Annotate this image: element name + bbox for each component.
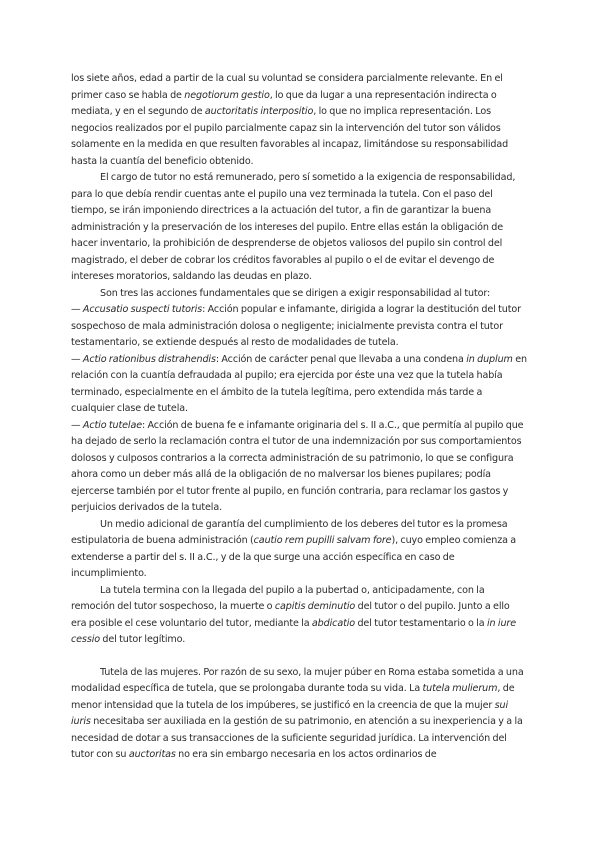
- document-page: [71, 71, 527, 764]
- latin-term: Accusatio suspecti tutoris: [82, 304, 203, 315]
- text-run: Tutela de las mujeres. Por razón de su sexo, la mujer púber en Roma estaba sometida a una modalidad específica de tutela, que se prolongaba durante toda su vida. La: [71, 666, 524, 694]
- section-gap: [71, 649, 527, 665]
- text-run: Son tres las acciones fundamentales que se dirigen a exigir responsabilidad al tutor:: [100, 287, 491, 299]
- paragraph-capacity: [71, 71, 527, 170]
- paragraph-tutela-mulierum: [71, 665, 527, 764]
- latin-term: in duplum: [466, 353, 513, 365]
- text-run: Un medio adicional de garantía del cumplimiento de los deberes del tutor es la promesa estipulatoria de buena administración (: [71, 518, 508, 546]
- latin-term: tutela mulierum: [422, 683, 498, 694]
- latin-term: auctoritas: [128, 749, 176, 760]
- text-run: —: [71, 353, 83, 365]
- latin-term: in iure cessio: [71, 617, 517, 645]
- list-item-actio-rationibus: [71, 352, 527, 418]
- paragraph-cautio: [71, 517, 527, 583]
- latin-term: cautio rem pupilli salvam fore: [253, 535, 392, 546]
- text-run: , lo que da lugar a una representación indirecta o mediata, y en el segundo de: [71, 89, 497, 117]
- text-run: La tutela termina con la llegada del pupilo a la pubertad o, anticipadamente, con la remoción del tutor sospechoso, la muerte o: [71, 584, 485, 612]
- paragraph-end-of-tutela: [71, 583, 527, 649]
- list-item-actio-tutelae: [71, 418, 527, 517]
- latin-term: sui iuris: [71, 699, 509, 727]
- latin-term: capitis deminutio: [274, 601, 356, 612]
- list-item-accusatio: [71, 302, 527, 352]
- latin-term: auctoritatis interpositio: [204, 106, 314, 117]
- text-run: necesitaba ser auxiliada en la gestión de su patrimonio, en atención a su inexperiencia y a la necesidad de dotar a sus transacciones de la suficiente seguridad jurídica. La intervención del tutor con su: [71, 716, 523, 760]
- text-run: —: [71, 419, 83, 431]
- latin-term: Actio rationibus distrahendis: [82, 353, 216, 365]
- text-run: : Acción de carácter penal que llevaba a una condena: [215, 353, 467, 365]
- text-run: —: [71, 304, 83, 315]
- text-run: : Acción de buena fe e infamante originaria del s. II a.C., que permitía al pupilo que ha dejado de serlo la reclamación contra el tutor de una indemnización por sus comportamientos dolosos y culposos contrarios a la correcta administración de su patrimonio, lo que se configura ahora como un deber más allá de la obligación de no malversar los bienes pupilares; podía ejercerse también por el tutor frente al pupilo, en función contraria, para reclamar los gastos y perjuicios derivados de la tutela.: [71, 419, 524, 513]
- paragraph-actions-intro: [71, 286, 527, 303]
- text-run: los siete años, edad a partir de la cual su voluntad se considera parcialmente relevante. En el primer caso se habla de: [71, 73, 503, 101]
- text-run: del tutor legítimo.: [100, 634, 186, 645]
- text-run: : Acción popular e infamante, dirigida a lograr la destitución del tutor sospechoso de mala administración dolosa o negligente; inicialmente prevista contra el tutor testamentario, se extiende después al resto de modalidades de tutela.: [71, 304, 521, 348]
- text-run: del tutor testamentario o la: [355, 617, 487, 629]
- paragraph-tutor-responsibility: [71, 170, 527, 286]
- text-run: no era sin embargo necesaria en los actos ordinarios de: [175, 749, 437, 760]
- text-run: ), cuyo empleo comienza a extenderse a partir del s. II a.C., y de la que surge una acción específica en caso de incumplimiento.: [71, 535, 517, 579]
- text-run: , lo que no implica representación. Los negocios realizados por el pupilo parcialmente capaz sin la intervención del tutor son válidos solamente en la medida en que resulten favorables al incapaz, limitándose su responsabilidad hasta la cuantía del beneficio obtenido.: [71, 106, 509, 167]
- latin-term: negotiorum gestio: [184, 89, 270, 101]
- text-run: en relación con la cuantía defraudada al pupilo; era ejercida por éste una vez que la tutela había terminado, especialmente en el ámbito de la tutela legítima, pero extendida más tarde a cualquier clase de tutela.: [71, 353, 527, 414]
- latin-term: Actio tutelae: [82, 419, 142, 431]
- text-run: El cargo de tutor no está remunerado, pero sí sometido a la exigencia de responsabilidad, para lo que debía rendir cuentas ante el pupilo una vez terminada la tutela. Con el paso del tiempo, se irán imponiendo directrices a la actuación del tutor, a fin de garantizar la buena administración y la preservación de los intereses del pupilo. Entre ellas están la obligación de hacer inventario, la prohibición de desprenderse de objetos valiosos del pupilo sin control del magistrado, el deber de cobrar los créditos favorables al pupilo o el de evitar el devengo de intereses moratorios, saldando las deudas en plazo.: [71, 172, 516, 282]
- latin-term: abdicatio: [311, 617, 356, 629]
- text-run: del tutor o del pupilo. Junto a ello era posible el cese voluntario del tutor, mediante la: [71, 601, 510, 629]
- text-run: , de menor intensidad que la tutela de los impúberes, se justificó en la creencia de que la mujer: [71, 683, 515, 711]
